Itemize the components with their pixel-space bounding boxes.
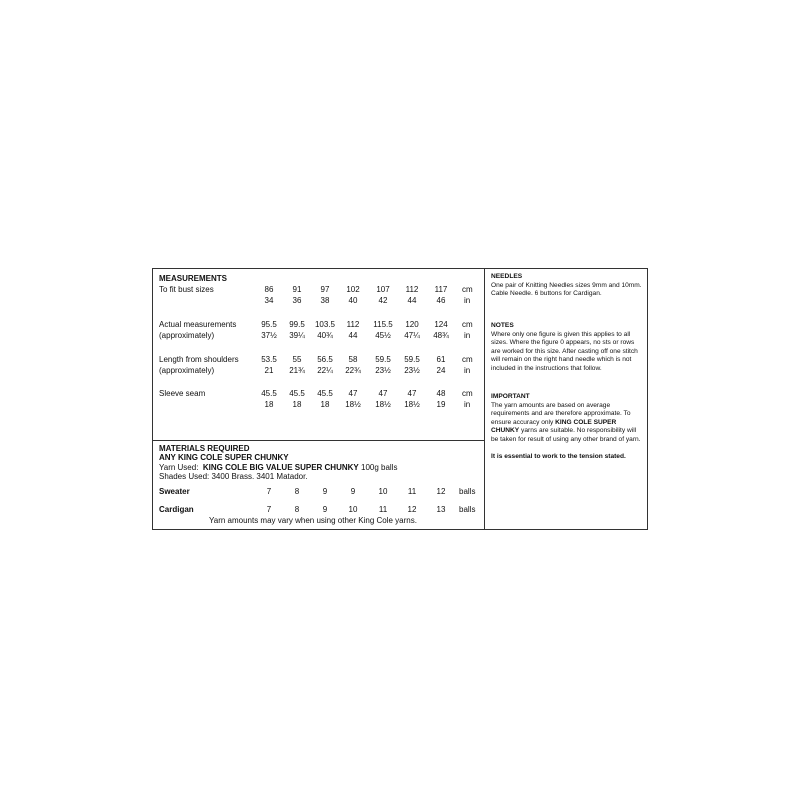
yarn-ball-count: 8 (294, 487, 300, 496)
pattern-info-box (152, 268, 648, 530)
left-column (153, 269, 485, 529)
measurement-cm-value: 117 (434, 285, 448, 294)
important-text-2: yarns are suitable. No responsibility will be taken for result of using any other brand of yarn. (491, 427, 641, 443)
yarn-ball-count: 9 (350, 487, 356, 496)
measurement-in-value: 21¾ (289, 366, 305, 375)
yarn-note: Yarn amounts may vary when using other King Cole yarns. (209, 516, 417, 525)
unit-cm: cm (462, 320, 473, 329)
yarn-ball-count: 8 (294, 505, 300, 514)
measurement-in-value: 24 (436, 366, 446, 375)
yarn-ball-count: 9 (322, 505, 328, 514)
measurement-cm-value: 59.5 (375, 355, 391, 364)
measurement-in-value: 40 (348, 296, 358, 305)
measurement-label: Sleeve seam (159, 389, 206, 398)
yarn-ball-count: 10 (378, 487, 388, 496)
measurement-cm-value: 53.5 (261, 355, 277, 364)
measurement-in-value: 21 (264, 366, 274, 375)
materials-section (153, 441, 484, 529)
shades-used: Shades Used: 3400 Brass. 3401 Matador. (159, 472, 308, 481)
unit-in: in (464, 366, 471, 375)
yarn-name: KING COLE BIG VALUE SUPER CHUNKY (202, 463, 359, 472)
measurement-in-value: 19 (436, 400, 446, 409)
unit-in: in (464, 331, 471, 340)
unit-cm: cm (462, 355, 473, 364)
measurement-cm-value: 47 (407, 389, 417, 398)
measurement-label: Length from shoulders (159, 355, 239, 364)
measurement-in-value: 23½ (375, 366, 391, 375)
notes-text: Where only one figure is given this applies to all sizes. Where the figure 0 appears, no sts or rows are worked for this size. After casting off one stitch will remain on the right hand needle which is not included in the instructions that follow. (491, 330, 638, 372)
important-brand: KING COLE SUPER CHUNKY (491, 418, 617, 435)
measurements-section (153, 269, 484, 441)
measurement-in-value: 48¾ (433, 331, 449, 340)
measurement-label: Actual measurements (159, 320, 237, 329)
important-title: IMPORTANT (491, 393, 530, 400)
yarn-ball-count: 7 (266, 487, 272, 496)
unit-in: in (464, 296, 471, 305)
measurement-in-value: 38 (320, 296, 330, 305)
yarn-ball-count: 11 (378, 505, 388, 514)
measurement-cm-value: 124 (434, 320, 448, 329)
measurement-cm-value: 47 (378, 389, 388, 398)
measurement-cm-value: 115.5 (373, 320, 393, 329)
measurement-in-value: 23½ (404, 366, 420, 375)
measurement-cm-value: 97 (320, 285, 330, 294)
yarn-used-line (159, 463, 397, 472)
important-section (491, 393, 643, 461)
measurement-in-value: 44 (407, 296, 417, 305)
measurement-in-value: 36 (292, 296, 302, 305)
measurement-in-value: 18½ (345, 400, 361, 409)
measurement-sublabel: (approximately) (159, 366, 215, 375)
measurement-cm-value: 112 (405, 285, 419, 294)
yarn-ball-count: 12 (436, 487, 446, 496)
yarn-ball-count: 9 (322, 487, 328, 496)
measurement-cm-value: 120 (405, 320, 419, 329)
measurement-cm-value: 99.5 (289, 320, 305, 329)
unit-balls: balls (459, 487, 476, 496)
measurement-cm-value: 55 (292, 355, 302, 364)
important-text-1: The yarn amounts are based on average requirements and are therefore approximate. To ensure accuracy only (491, 401, 631, 426)
yarn-ball-count: 13 (436, 505, 446, 514)
yarn-used-prefix: Yarn Used: (159, 463, 199, 472)
measurement-in-value: 42 (378, 296, 388, 305)
measurement-cm-value: 47 (348, 389, 358, 398)
unit-in: in (464, 400, 471, 409)
measurement-in-value: 47¼ (404, 331, 420, 340)
measurement-label: To fit bust sizes (159, 285, 214, 294)
tension-note: It is essential to work to the tension stated. (491, 452, 626, 460)
measurement-cm-value: 56.5 (317, 355, 333, 364)
measurement-cm-value: 95.5 (261, 320, 277, 329)
measurement-in-value: 34 (264, 296, 274, 305)
yarn-ball-count: 12 (407, 505, 417, 514)
measurement-cm-value: 107 (376, 285, 390, 294)
measurement-in-value: 18½ (404, 400, 420, 409)
needles-section (491, 273, 643, 299)
measurement-cm-value: 86 (264, 285, 274, 294)
measurement-cm-value: 45.5 (317, 389, 333, 398)
measurement-cm-value: 102 (346, 285, 360, 294)
needles-text: One pair of Knitting Needles sizes 9mm and 10mm. Cable Needle. 6 buttons for Cardigan. (491, 281, 642, 298)
needles-title: NEEDLES (491, 273, 523, 280)
measurement-cm-value: 91 (292, 285, 302, 294)
measurement-sublabel: (approximately) (159, 331, 215, 340)
yarn-row-label: Sweater (159, 487, 190, 496)
yarn-ball-count: 7 (266, 505, 272, 514)
notes-section (491, 322, 643, 374)
measurement-in-value: 44 (348, 331, 358, 340)
yarn-ball-count: 10 (348, 505, 358, 514)
measurement-cm-value: 48 (436, 389, 446, 398)
materials-title: MATERIALS REQUIRED (159, 444, 250, 453)
measurement-in-value: 22¾ (345, 366, 361, 375)
measurement-in-value: 18 (320, 400, 330, 409)
important-text (491, 402, 643, 445)
yarn-row-label: Cardigan (159, 505, 194, 514)
yarn-ball-count: 11 (407, 487, 417, 496)
materials-subtitle: ANY KING COLE SUPER CHUNKY (159, 453, 289, 462)
right-column (485, 269, 647, 529)
measurement-in-value: 22¼ (317, 366, 333, 375)
measurement-in-value: 18 (292, 400, 302, 409)
measurement-in-value: 39¼ (289, 331, 305, 340)
measurement-cm-value: 112 (346, 320, 360, 329)
unit-cm: cm (462, 389, 473, 398)
measurement-in-value: 18½ (375, 400, 391, 409)
unit-balls: balls (459, 505, 476, 514)
measurement-cm-value: 59.5 (404, 355, 420, 364)
measurement-in-value: 45½ (375, 331, 391, 340)
measurement-cm-value: 45.5 (261, 389, 277, 398)
measurement-cm-value: 61 (436, 355, 446, 364)
measurements-title: MEASUREMENTS (159, 274, 228, 283)
measurement-cm-value: 58 (348, 355, 358, 364)
unit-cm: cm (462, 285, 473, 294)
yarn-suffix: 100g balls (361, 463, 398, 472)
measurement-in-value: 18 (264, 400, 274, 409)
measurement-cm-value: 45.5 (289, 389, 305, 398)
notes-title: NOTES (491, 322, 514, 329)
measurement-in-value: 37½ (261, 331, 277, 340)
measurement-in-value: 46 (436, 296, 446, 305)
measurement-in-value: 40¾ (317, 331, 333, 340)
measurement-cm-value: 103.5 (314, 320, 336, 329)
